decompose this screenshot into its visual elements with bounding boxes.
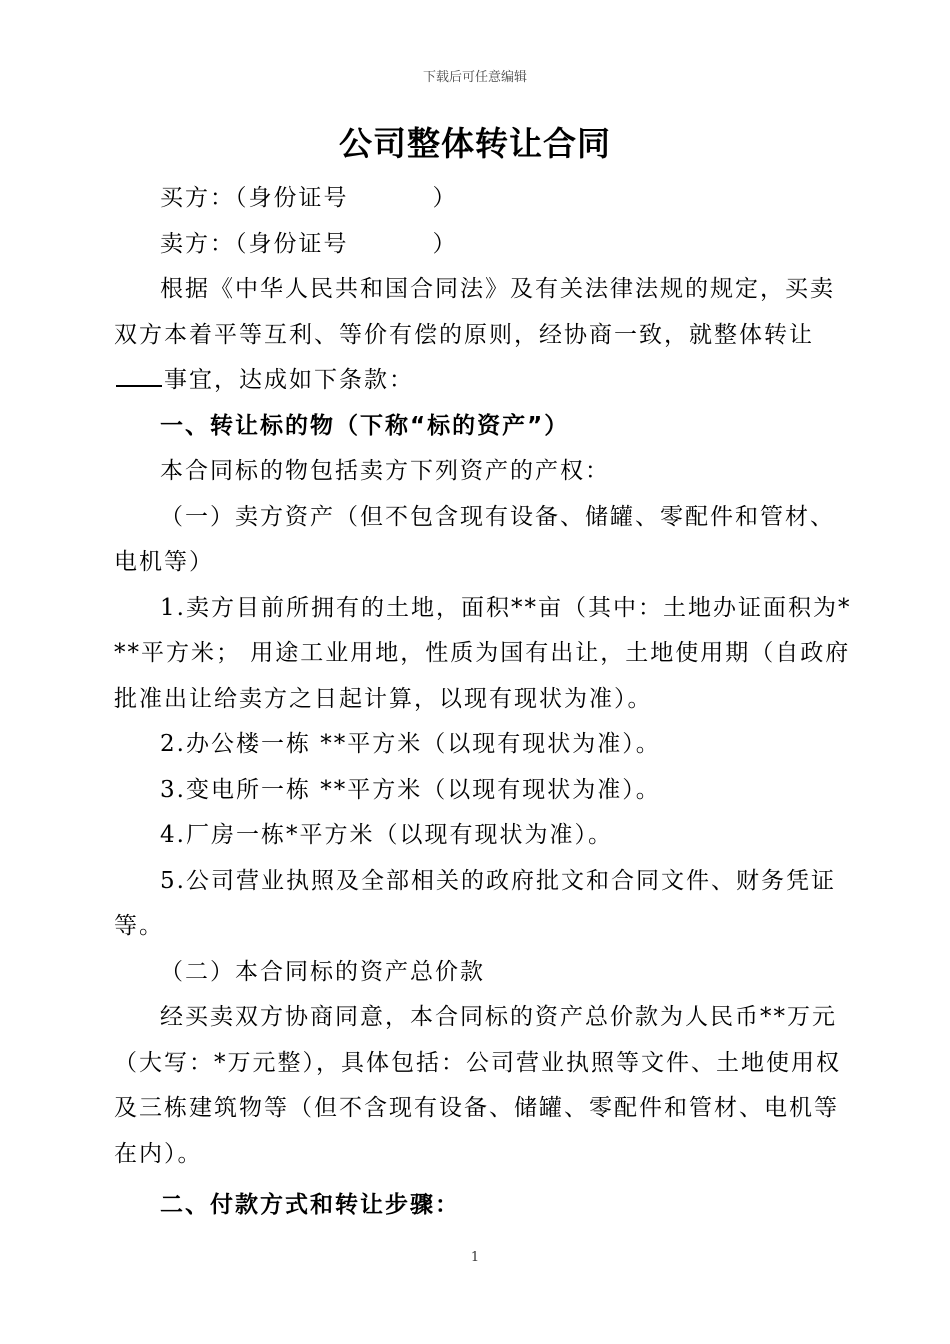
section2-heading: 二、付款方式和转让步骤： xyxy=(160,1192,460,1218)
document-body xyxy=(114,176,854,1229)
section1-heading: 一、转让标的物（下称“标的资产”） xyxy=(160,412,570,439)
asset-item-5: 5.公司营业执照及全部相关的政府批文和合同文件、财务凭证等。 xyxy=(114,867,836,939)
seller-id-suffix: ） xyxy=(432,230,458,257)
seller-label: 卖方： xyxy=(160,230,235,257)
asset-item-4: 4.厂房一栋*平方米（以现有现状为准）。 xyxy=(160,822,613,848)
section1-lead: 本合同标的物包括卖方下列资产的产权： xyxy=(160,458,610,484)
seller-id-prefix: （身份证号 xyxy=(235,230,349,257)
asset-item-1: 1.卖方目前所拥有的土地，面积**亩（其中：土地办证面积为***平方米； 用途工业用地，性质为国有出让，土地使用期（自政府批准出让给卖方之日起计算，以现有现状为准）。 xyxy=(114,594,852,712)
header-note: 下载后可任意编辑 xyxy=(422,70,527,85)
intro-paragraph xyxy=(114,267,854,404)
price-paragraph: 经买卖双方协商同意，本合同标的资产总价款为人民币**万元（大写：*万元整），具体包括：公司营业执照等文件、土地使用权及三栋建筑物等（但不含现有设备、储罐、零配件和管材、电机等在内）。 xyxy=(114,1004,841,1167)
seller-line xyxy=(114,222,854,268)
intro-text-before: 根据《中华人民共和国合同法》及有关法律法规的规定，买卖双方本着平等互利、等价有偿的原则，经协商一致，就整体转让 xyxy=(114,276,835,348)
asset-item-3: 3.变电所一栋 **平方米（以现有现状为准）。 xyxy=(160,776,661,803)
intro-text-after: 事宜，达成如下条款： xyxy=(164,367,414,393)
buyer-line xyxy=(114,176,854,222)
transfer-subject-blank xyxy=(116,367,162,387)
document-title: 公司整体转让合同 xyxy=(339,124,611,163)
page-number: 1 xyxy=(470,1250,480,1265)
section1-sub2: （二）本合同标的资产总价款 xyxy=(160,958,485,985)
buyer-id-suffix: ） xyxy=(432,185,458,211)
section1-sub1: （一）卖方资产（但不包含现有设备、储罐、零配件和管材、电机等） xyxy=(114,503,835,575)
buyer-label: 买方： xyxy=(160,185,235,211)
asset-item-2: 2.办公楼一栋 **平方米（以现有现状为准）。 xyxy=(160,731,661,757)
buyer-id-prefix: （身份证号 xyxy=(235,185,349,211)
